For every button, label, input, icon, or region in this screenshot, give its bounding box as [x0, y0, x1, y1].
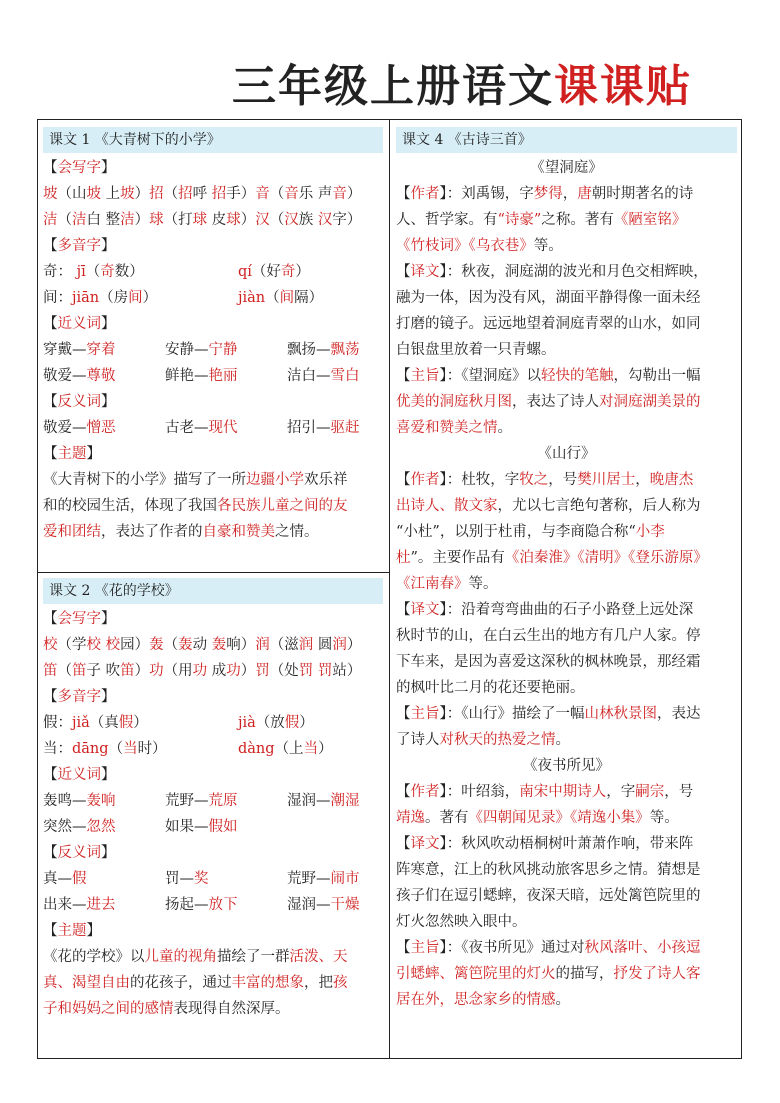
poem-line: 人、哲学家。有“诗豪”之称。著有《陋室铭》 [396, 212, 687, 228]
poem-line: 的枫叶比二月的花还要艳丽。 [396, 680, 585, 696]
block-label: 【译文】 [396, 836, 447, 852]
write-row: 校（学校 校园）轰（轰动 轰响）润（滋润 圆润） [43, 637, 362, 653]
theme-line: 和的校园生活，体现了我国各民族儿童之间的友 [43, 498, 348, 514]
poem-line: 白银盘里放着一只青螺。 [396, 342, 556, 358]
block-label: 【作者】 [396, 472, 447, 488]
theme-line: 《大青树下的小学》描写了一所边疆小学欢乐祥 [43, 472, 348, 488]
poem-line: 引蟋蟀、篱笆院里的灯火的描写，抒发了诗人客 [396, 966, 701, 982]
poem-line: 打磨的镜子。远远地望着洞庭青翠的山水，如同 [396, 316, 701, 332]
poly-row: 假：jiǎ（真假） jià（放假） [43, 715, 314, 731]
title-main: 三年级上册语文 [232, 61, 554, 112]
lesson-divider [37, 572, 389, 573]
ant-label: 【反义词】 [43, 845, 116, 861]
block-label: 【主旨】 [396, 706, 447, 722]
block-label: 【作者】 [396, 186, 447, 202]
lesson4-section [396, 127, 737, 1013]
block-label: 【译文】 [396, 264, 447, 280]
block-label: 【主旨】 [396, 940, 447, 956]
poem-line: 孩子们在逗引蟋蟀，夜深天暗，远处篱笆院里的 [396, 888, 701, 904]
block-label: 【主旨】 [396, 368, 447, 384]
syn-row: 轰鸣—轰响 荒野—荒原 湿润—潮湿 [43, 793, 360, 809]
ant-label: 【反义词】 [43, 394, 116, 410]
poem-line: 杜”。主要作品有《泊秦淮》《清明》《登乐游原》 [396, 550, 708, 566]
syn-row: 突然—忽然 如果—假如 [43, 819, 238, 835]
poem-line: 【译文】：秋风吹动梧桐树叶萧萧作响，带来阵 [396, 836, 694, 852]
ant-row: 敬爱—憎恶 古老—现代 招引—驱赶 [43, 420, 360, 436]
title-highlight: 课课贴 [554, 61, 692, 112]
poem-title: 《望洞庭》 [530, 160, 603, 176]
poem-line: 居在外，思念家乡的情感。 [396, 992, 570, 1008]
poem-line: 了诗人对秋天的热爱之情。 [396, 732, 570, 748]
poem-line: “小杜”，以别于杜甫，与李商隐合称“小李 [396, 524, 665, 540]
poem-line: 优美的洞庭秋月图，表达了诗人对洞庭湖美景的 [396, 394, 701, 410]
block-label: 【译文】 [396, 602, 447, 618]
poly-label: 【多音字】 [43, 689, 116, 705]
poem-line: 【主旨】：《山行》描绘了一幅山林秋景图，表达 [396, 706, 701, 722]
poem-title: 《夜书所见》 [523, 758, 610, 774]
poem-line: 灯火忽然映入眼中。 [396, 914, 527, 930]
poem-line: 阵寒意，江上的秋风挑动旅客思乡之情。猜想是 [396, 862, 701, 878]
lesson2-section [43, 578, 383, 1022]
poem-line: 《竹枝词》《乌衣巷》等。 [396, 238, 563, 254]
theme-line: 爱和团结，表达了作者的自豪和赞美之情。 [43, 524, 319, 540]
poem-line: 喜爱和赞美之情。 [396, 420, 512, 436]
poem-line: 【译文】：秋夜，洞庭湖的波光和月色交相辉映， [396, 264, 708, 280]
poem-line: 融为一体，因为没有风，湖面平静得像一面未经 [396, 290, 701, 306]
theme-label: 【主题】 [43, 923, 101, 939]
block-label: 【作者】 [396, 784, 447, 800]
syn-label: 【近义词】 [43, 316, 116, 332]
poly-row: 间：jiān（房间） jiàn（间隔） [43, 290, 324, 306]
theme-line: 子和妈妈之间的感情表现得自然深厚。 [43, 1001, 290, 1017]
theme-label: 【主题】 [43, 446, 101, 462]
poem-title: 《山行》 [537, 446, 596, 462]
poly-label: 【多音字】 [43, 238, 116, 254]
syn-row: 穿戴—穿着 安静—宁静 飘扬—飘荡 [43, 342, 360, 358]
write-label: 【会写字】 [43, 160, 116, 176]
page-title [232, 50, 692, 114]
poem-line: 【译文】：沿着弯弯曲曲的石子小路登上远处深 [396, 602, 694, 618]
lesson1-section [43, 127, 383, 545]
write-row: 笛（笛子 吹笛）功（用功 成功）罚（处罚 罚站） [43, 663, 362, 679]
poem-line: 【主旨】：《夜书所见》通过对秋风落叶、小孩逗 [396, 940, 701, 956]
lesson4-header: 课文 4 《古诗三首》 [396, 127, 737, 153]
write-row: 洁（洁白 整洁）球（打球 皮球）汉（汉族 汉字） [43, 212, 362, 228]
poem-line: 秋时节的山，在白云生出的地方有几户人家。停 [396, 628, 701, 644]
column-divider [389, 119, 390, 1059]
syn-label: 【近义词】 [43, 767, 116, 783]
poems-container [396, 155, 737, 1013]
poem-line: 【作者】：杜牧，字牧之，号樊川居士，晚唐杰 [396, 472, 694, 488]
syn-row: 敬爱—尊敬 鲜艳—艳丽 洁白—雪白 [43, 368, 360, 384]
ant-row: 真—假 罚—奖 荒野—闹市 [43, 871, 360, 887]
write-label: 【会写字】 [43, 611, 116, 627]
poem-line: 《江南春》等。 [396, 576, 498, 592]
poem-line: 【作者】：刘禹锡，字梦得，唐朝时期著名的诗 [396, 186, 694, 202]
theme-line: 《花的学校》以儿童的视角描绘了一群活泼、天 [43, 949, 348, 965]
poem-line: 靖逸。著有《四朝闻见录》《靖逸小集》等。 [396, 810, 679, 826]
poly-row: 奇： jī（奇数） qí（好奇） [43, 264, 310, 280]
write-row: 坡（山坡 上坡）招（招呼 招手）音（音乐 声音） [43, 186, 362, 202]
lesson2-header: 课文 2 《花的学校》 [43, 578, 383, 604]
poem-line: 【主旨】：《望洞庭》以轻快的笔触，勾勒出一幅 [396, 368, 701, 384]
poem-line: 出诗人、散文家，尤以七言绝句著称，后人称为 [396, 498, 701, 514]
poem-line: 下车来，是因为喜爱这深秋的枫林晚景，那经霜 [396, 654, 701, 670]
theme-line: 真、渴望自由的花孩子，通过丰富的想象，把孩 [43, 975, 348, 991]
lesson1-header: 课文 1 《大青树下的小学》 [43, 127, 383, 153]
poem-line: 【作者】：叶绍翁，南宋中期诗人，字嗣宗，号 [396, 784, 694, 800]
ant-row: 出来—进去 扬起—放下 湿润—干燥 [43, 897, 360, 913]
poly-row: 当：dāng（当时） dàng（上当） [43, 741, 333, 757]
